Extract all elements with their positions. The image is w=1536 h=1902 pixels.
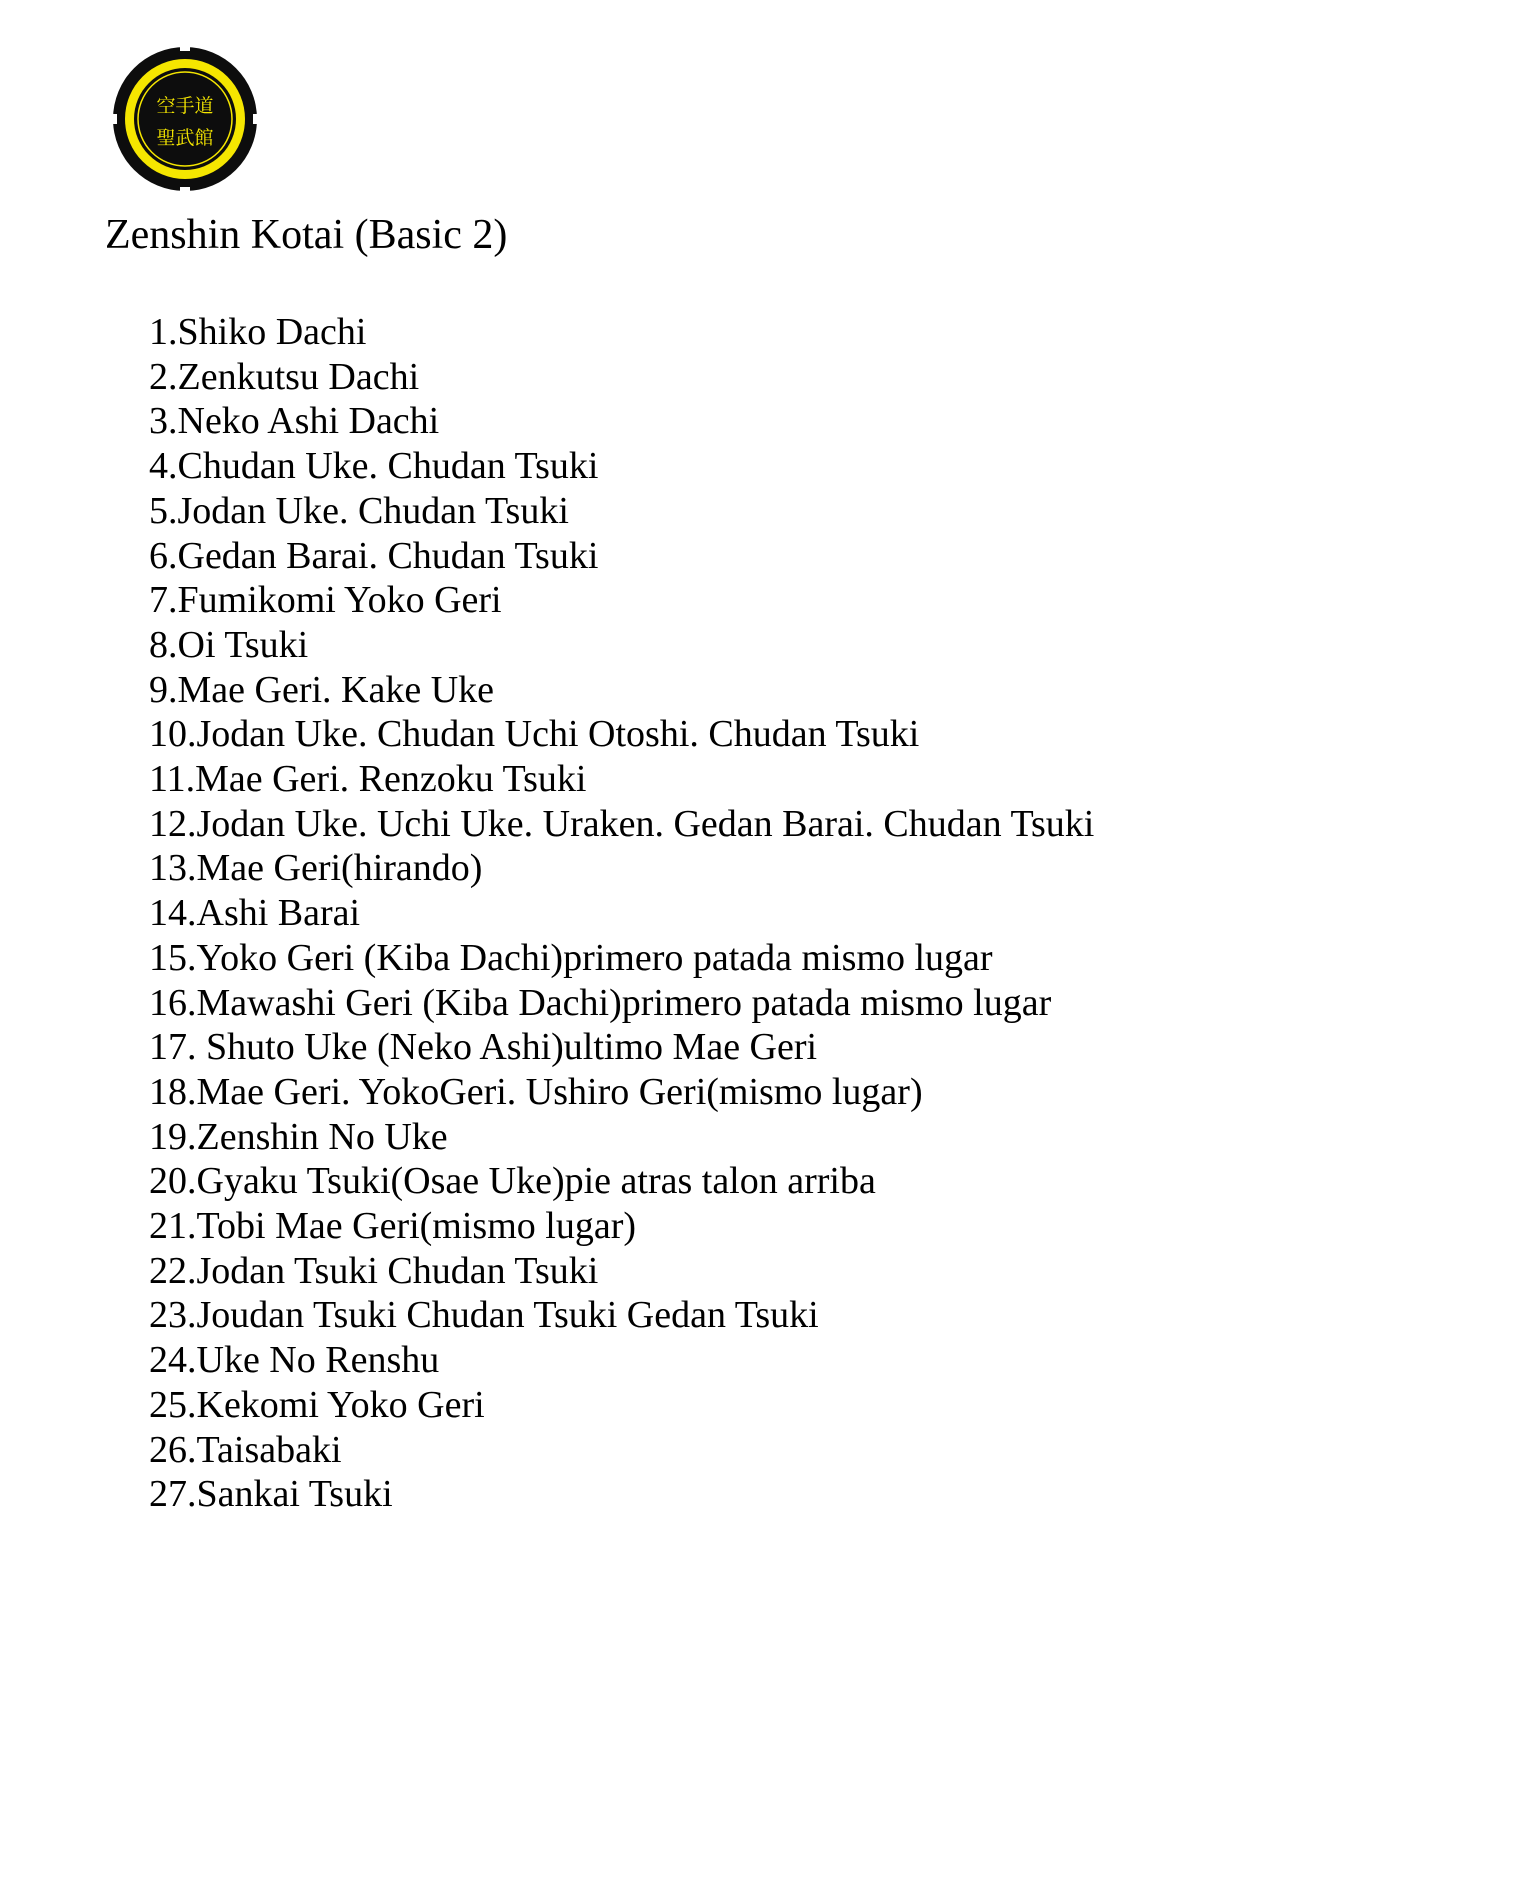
svg-text:聖武館: 聖武館 — [156, 127, 214, 149]
list-item: 25.Kekomi Yoko Geri — [149, 1383, 485, 1426]
list-item: 4.Chudan Uke. Chudan Tsuki — [149, 445, 599, 488]
list-item: 23.Joudan Tsuki Chudan Tsuki Gedan Tsuki — [149, 1294, 819, 1337]
list-item: 17. Shuto Uke (Neko Ashi)ultimo Mae Geri — [149, 1026, 818, 1069]
list-item: 8.Oi Tsuki — [149, 623, 309, 666]
list-item: 15.Yoko Geri (Kiba Dachi)primero patada mismo lugar — [149, 936, 993, 979]
karate-dojo-emblem-icon — [112, 46, 258, 192]
list-item: 9.Mae Geri. Kake Uke — [149, 668, 495, 711]
list-item: 19.Zenshin No Uke — [149, 1115, 448, 1158]
list-item: 27.Sankai Tsuki — [149, 1473, 393, 1516]
list-item: 3.Neko Ashi Dachi — [149, 400, 440, 443]
list-item: 26.Taisabaki — [149, 1428, 342, 1471]
svg-text:空手道: 空手道 — [156, 95, 214, 117]
list-item: 12.Jodan Uke. Uchi Uke. Uraken. Gedan Barai. Chudan Tsuki — [149, 802, 1095, 845]
page-title: Zenshin Kotai (Basic 2) — [105, 212, 508, 258]
list-item: 22.Jodan Tsuki Chudan Tsuki — [149, 1249, 599, 1292]
list-item: 14.Ashi Barai — [149, 892, 361, 935]
list-item: 16.Mawashi Geri (Kiba Dachi)primero patada mismo lugar — [149, 981, 1052, 1024]
list-item: 7.Fumikomi Yoko Geri — [149, 579, 502, 622]
list-item: 11.Mae Geri. Renzoku Tsuki — [149, 758, 587, 801]
list-item: 20.Gyaku Tsuki(Osae Uke)pie atras talon arriba — [149, 1160, 876, 1203]
list-item: 24.Uke No Renshu — [149, 1339, 440, 1382]
list-item: 2.Zenkutsu Dachi — [149, 355, 420, 398]
list-item: 10.Jodan Uke. Chudan Uchi Otoshi. Chudan Tsuki — [149, 713, 920, 756]
list-item: 1.Shiko Dachi — [149, 311, 367, 353]
list-item: 5.Jodan Uke. Chudan Tsuki — [149, 489, 569, 532]
technique-list — [149, 310, 1094, 1517]
list-item: 13.Mae Geri(hirando) — [149, 847, 483, 890]
list-item: 18.Mae Geri. YokoGeri. Ushiro Geri(mismo lugar) — [149, 1070, 923, 1113]
list-item: 21.Tobi Mae Geri(mismo lugar) — [149, 1205, 637, 1248]
list-item: 6.Gedan Barai. Chudan Tsuki — [149, 534, 599, 577]
